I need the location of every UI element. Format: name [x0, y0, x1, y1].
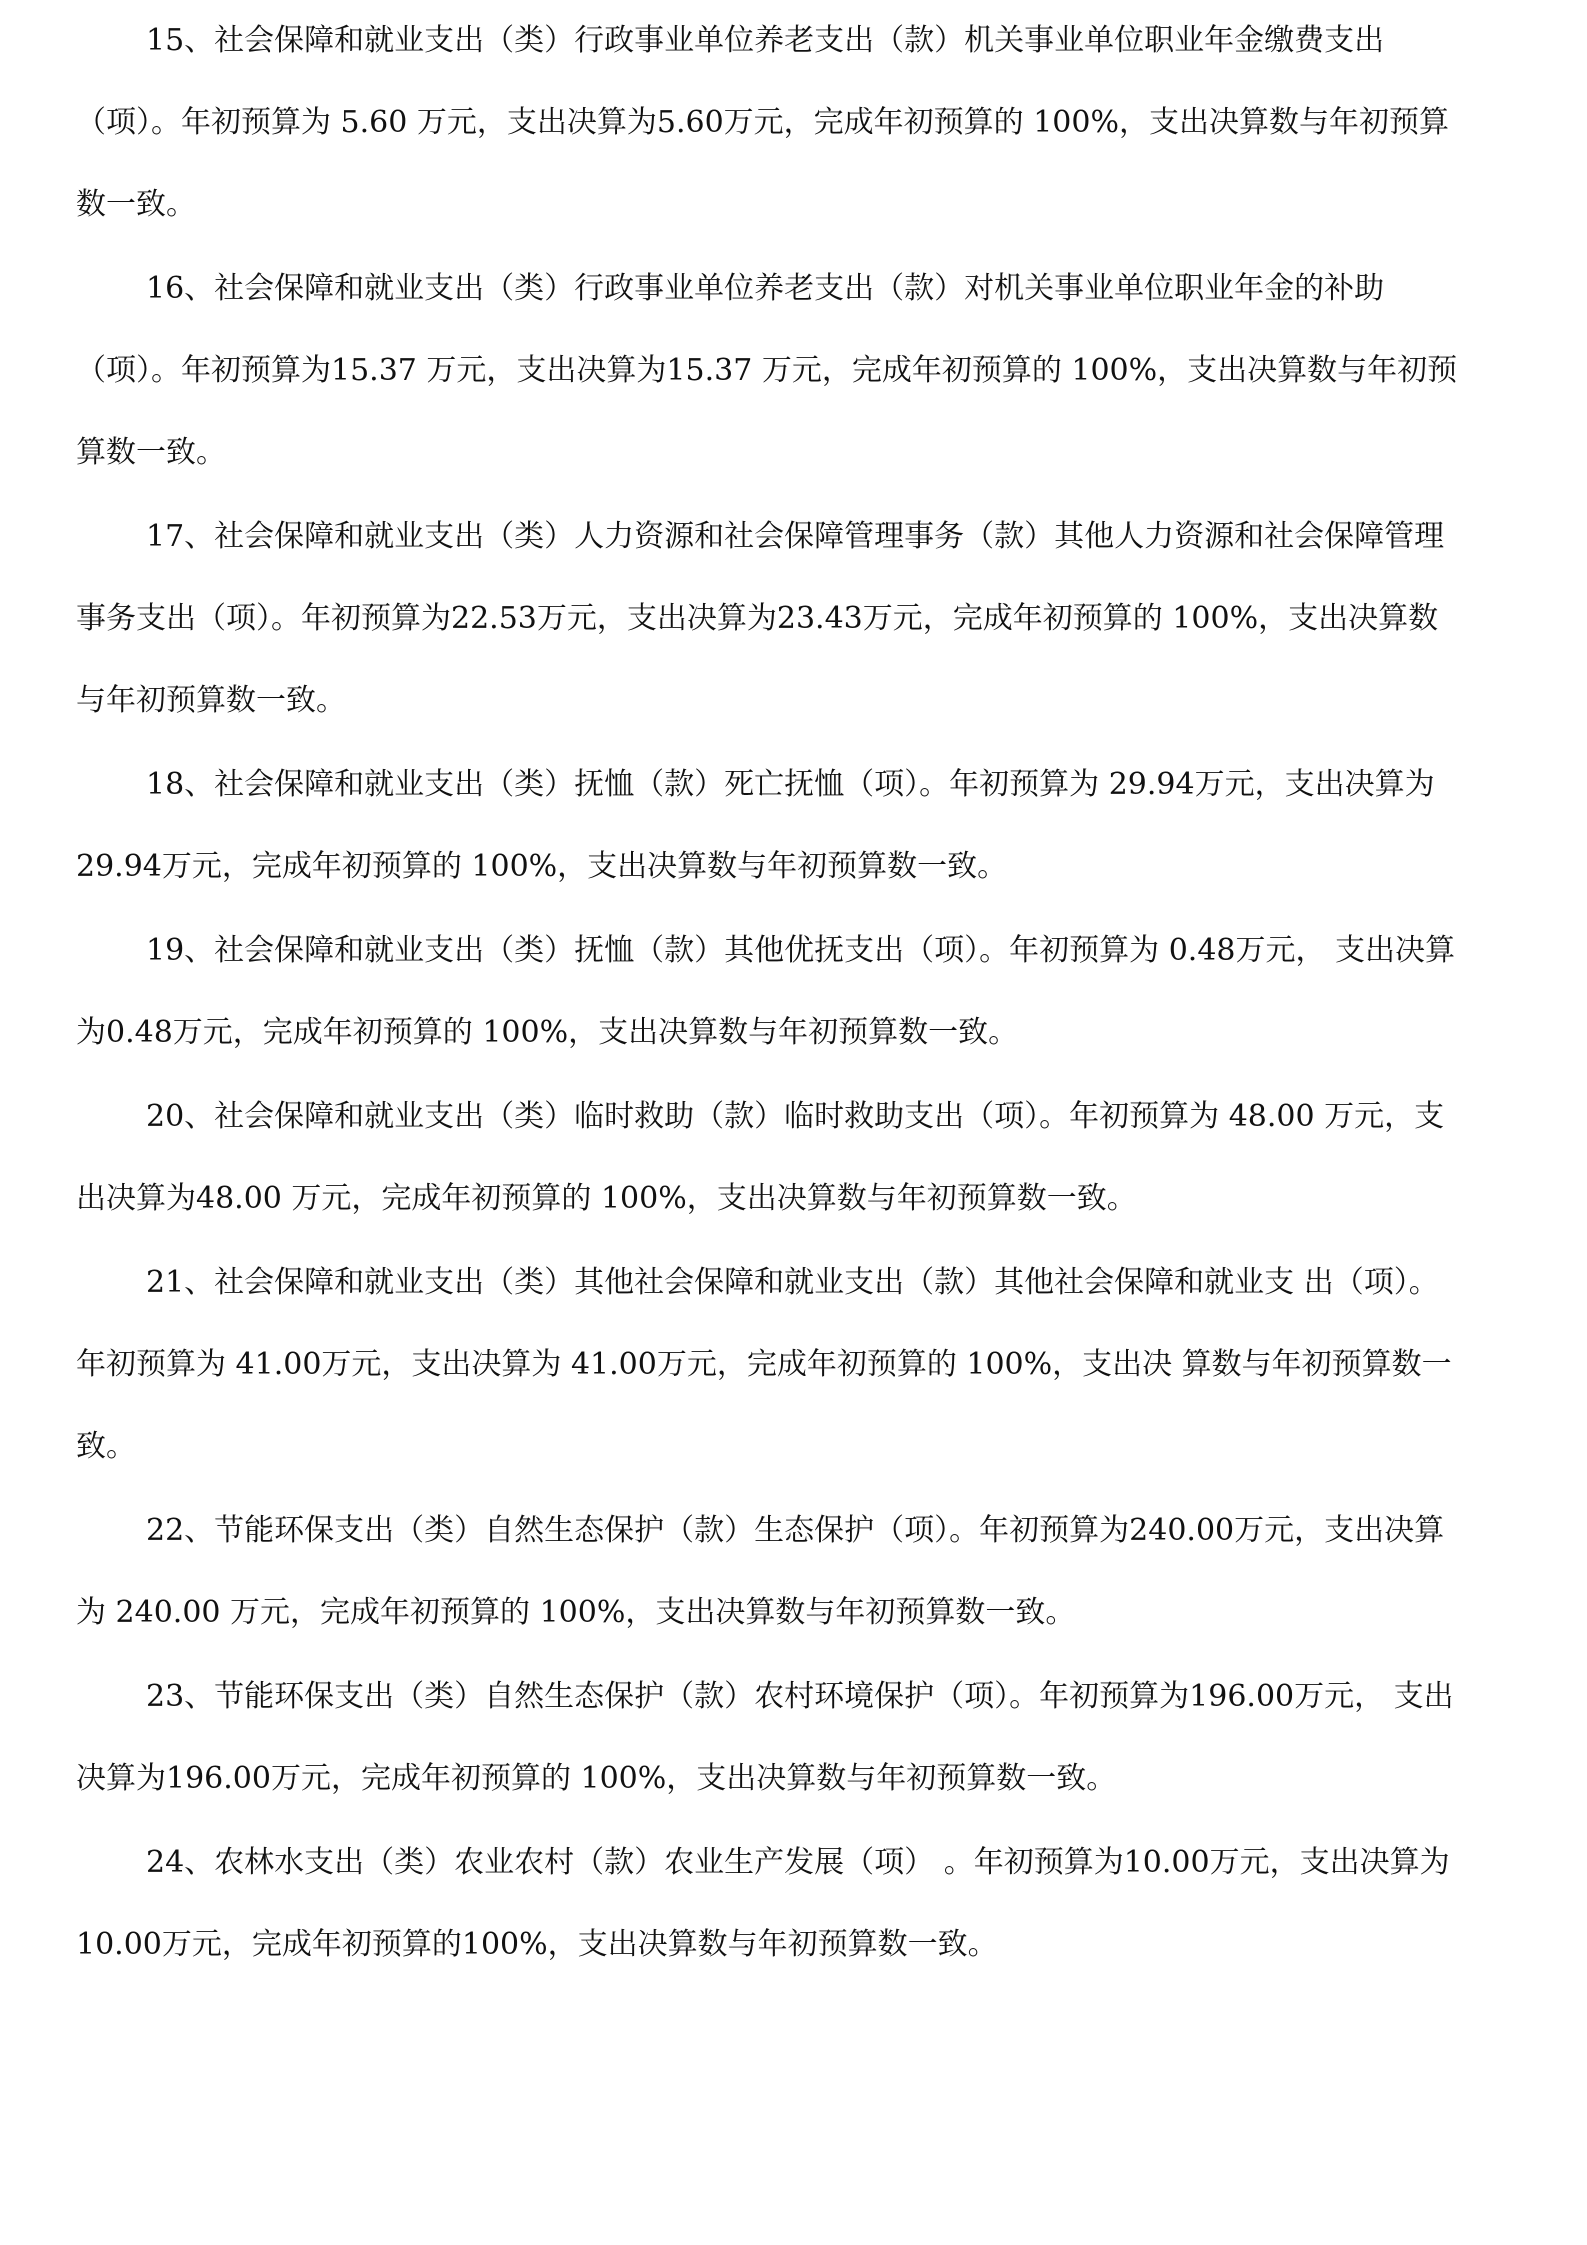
paragraph-22: 22、节能环保支出（类）自然生态保护（款）生态保护（项）。年初预算为240.00万元，支出决算为 240.00 万元，完成年初预算的 100%，支出决算数与年初预算数一致。 [76, 1513, 1445, 1630]
paragraph-21: 21、社会保障和就业支出（类）其他社会保障和就业支出（款）其他社会保障和就业支 出（项）。年初预算为 41.00万元，支出决算为 41.00万元，完成年初预算的 100%，支出决 算数与年初预算数一致。 [76, 1265, 1452, 1464]
paragraph-24: 24、农林水支出（类）农业农村（款）农业生产发展（项） 。年初预算为10.00万元，支出决算为 10.00万元，完成年初预算的100%，支出决算数与年初预算数一致。 [76, 1845, 1450, 1962]
document-body [76, 0, 1461, 1986]
paragraph-23: 23、节能环保支出（类）自然生态保护（款）农村环境保护（项）。年初预算为196.00万元， 支出决算为196.00万元，完成年初预算的 100%，支出决算数与年初预算数一致。 [76, 1679, 1454, 1796]
paragraph-20: 20、社会保障和就业支出（类）临时救助（款）临时救助支出（项）。年初预算为 48.00 万元，支出决算为48.00 万元，完成年初预算的 100%，支出决算数与年初预算数一致。 [76, 1099, 1445, 1216]
paragraph-16: 16、社会保障和就业支出（类）行政事业单位养老支出（款）对机关事业单位职业年金的补助（项）。年初预算为15.37 万元，支出决算为15.37 万元，完成年初预算的 100%，支出决算数与年初预算数一致。 [76, 271, 1458, 470]
paragraph-17: 17、社会保障和就业支出（类）人力资源和社会保障管理事务（款）其他人力资源和社会保障管理事务支出（项）。年初预算为22.53万元，支出决算为23.43万元，完成年初预算的 100%，支出决算数与年初预算数一致。 [76, 519, 1445, 718]
paragraph-18: 18、社会保障和就业支出（类）抚恤（款）死亡抚恤（项）。年初预算为 29.94万元，支出决算为 29.94万元，完成年初预算的 100%，支出决算数与年初预算数一致。 [76, 767, 1435, 884]
paragraph-19: 19、社会保障和就业支出（类）抚恤（款）其他优抚支出（项）。年初预算为 0.48万元， 支出决算为0.48万元，完成年初预算的 100%，支出决算数与年初预算数一致。 [76, 933, 1456, 1050]
paragraph-15: 15、社会保障和就业支出（类）行政事业单位养老支出（款）机关事业单位职业年金缴费支出（项）。年初预算为 5.60 万元，支出决算为5.60万元，完成年初预算的 100%，支出决算数与年初预算数一致。 [76, 23, 1449, 222]
